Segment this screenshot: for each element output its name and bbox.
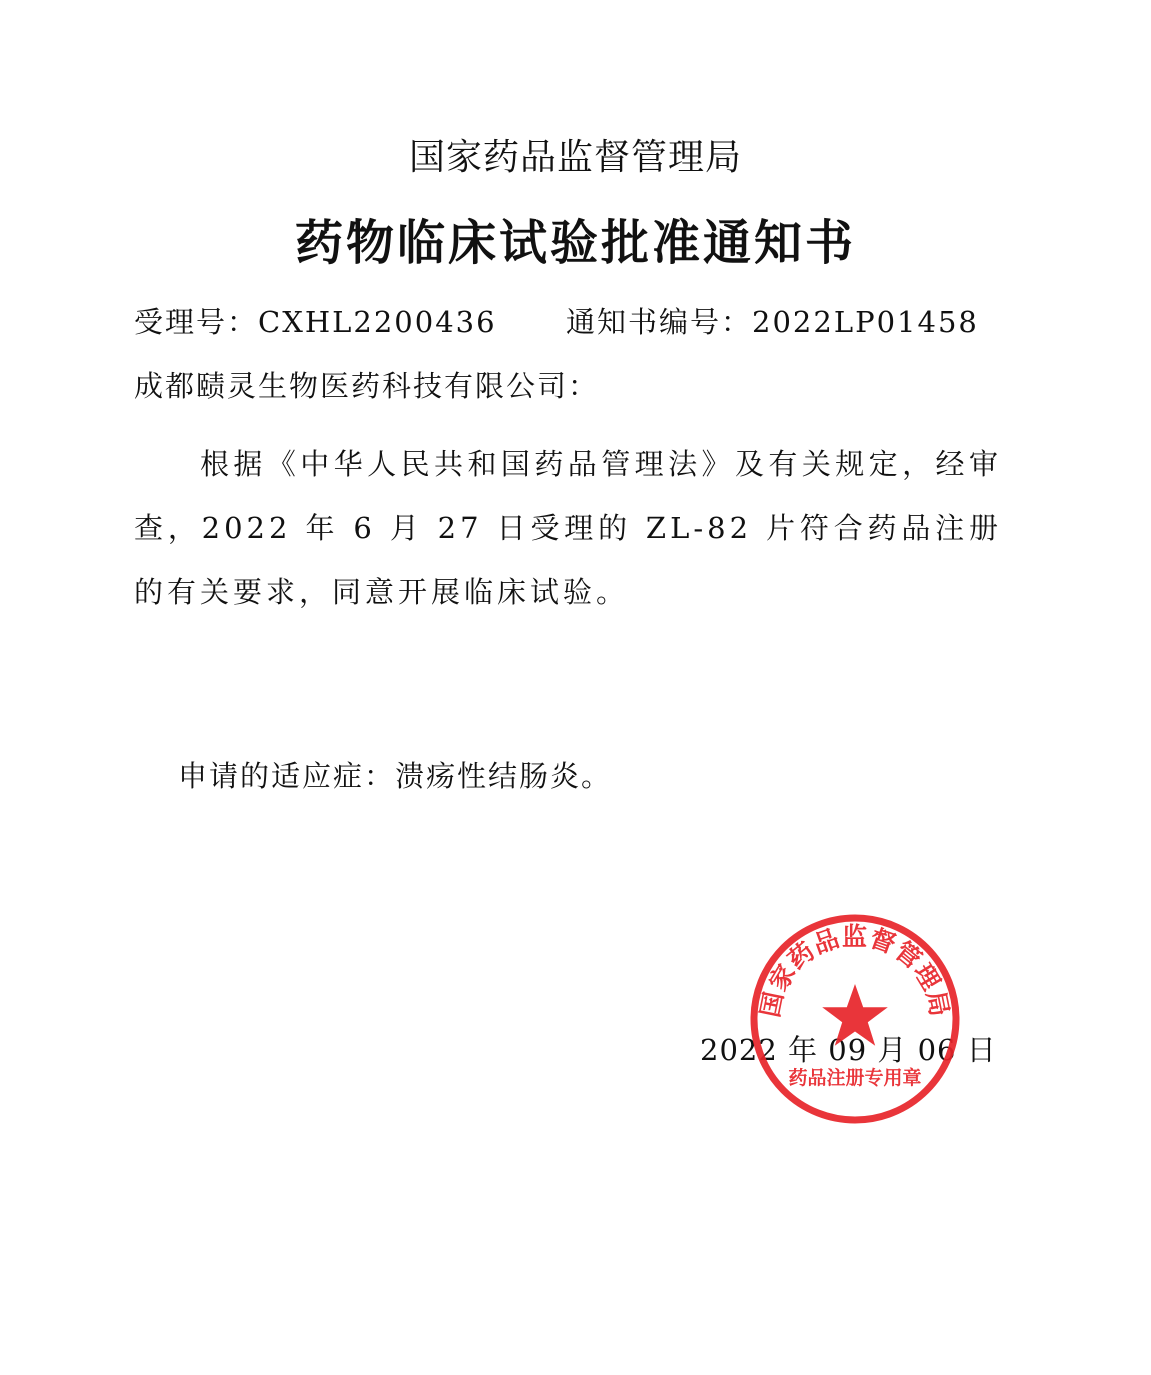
seal-outer-text: 国家药品监督管理局: [755, 921, 955, 1020]
document-title: 药物临床试验批准通知书: [294, 215, 856, 271]
acceptance-label: 受理号：: [134, 305, 259, 339]
notice-number-line: [566, 304, 979, 340]
notice-number: 2022LP01458: [752, 305, 979, 339]
indication: 申请的适应症：溃疡性结肠炎。: [178, 759, 613, 793]
official-seal: [748, 912, 962, 1126]
agency-name: 国家药品监督管理局: [408, 137, 742, 178]
acceptance-number: CXHL2200436: [258, 305, 497, 339]
notice-label: 通知书编号：: [566, 305, 753, 339]
body-paragraph: 根据《中华人民共和国药品管理法》及有关规定，经审查，2022 年 6 月 27 日受理的 ZL-82 片符合药品注册的有关要求，同意开展临床试验。: [134, 447, 1002, 609]
acceptance-number-line: [134, 304, 497, 340]
recipient: 成都赜灵生物医药科技有限公司：: [134, 369, 600, 403]
issue-date: 2022 年 09 月 06 日: [700, 1033, 997, 1067]
seal-inner-text: 药品注册专用章: [788, 1067, 922, 1089]
seal-star-icon: [822, 984, 888, 1046]
